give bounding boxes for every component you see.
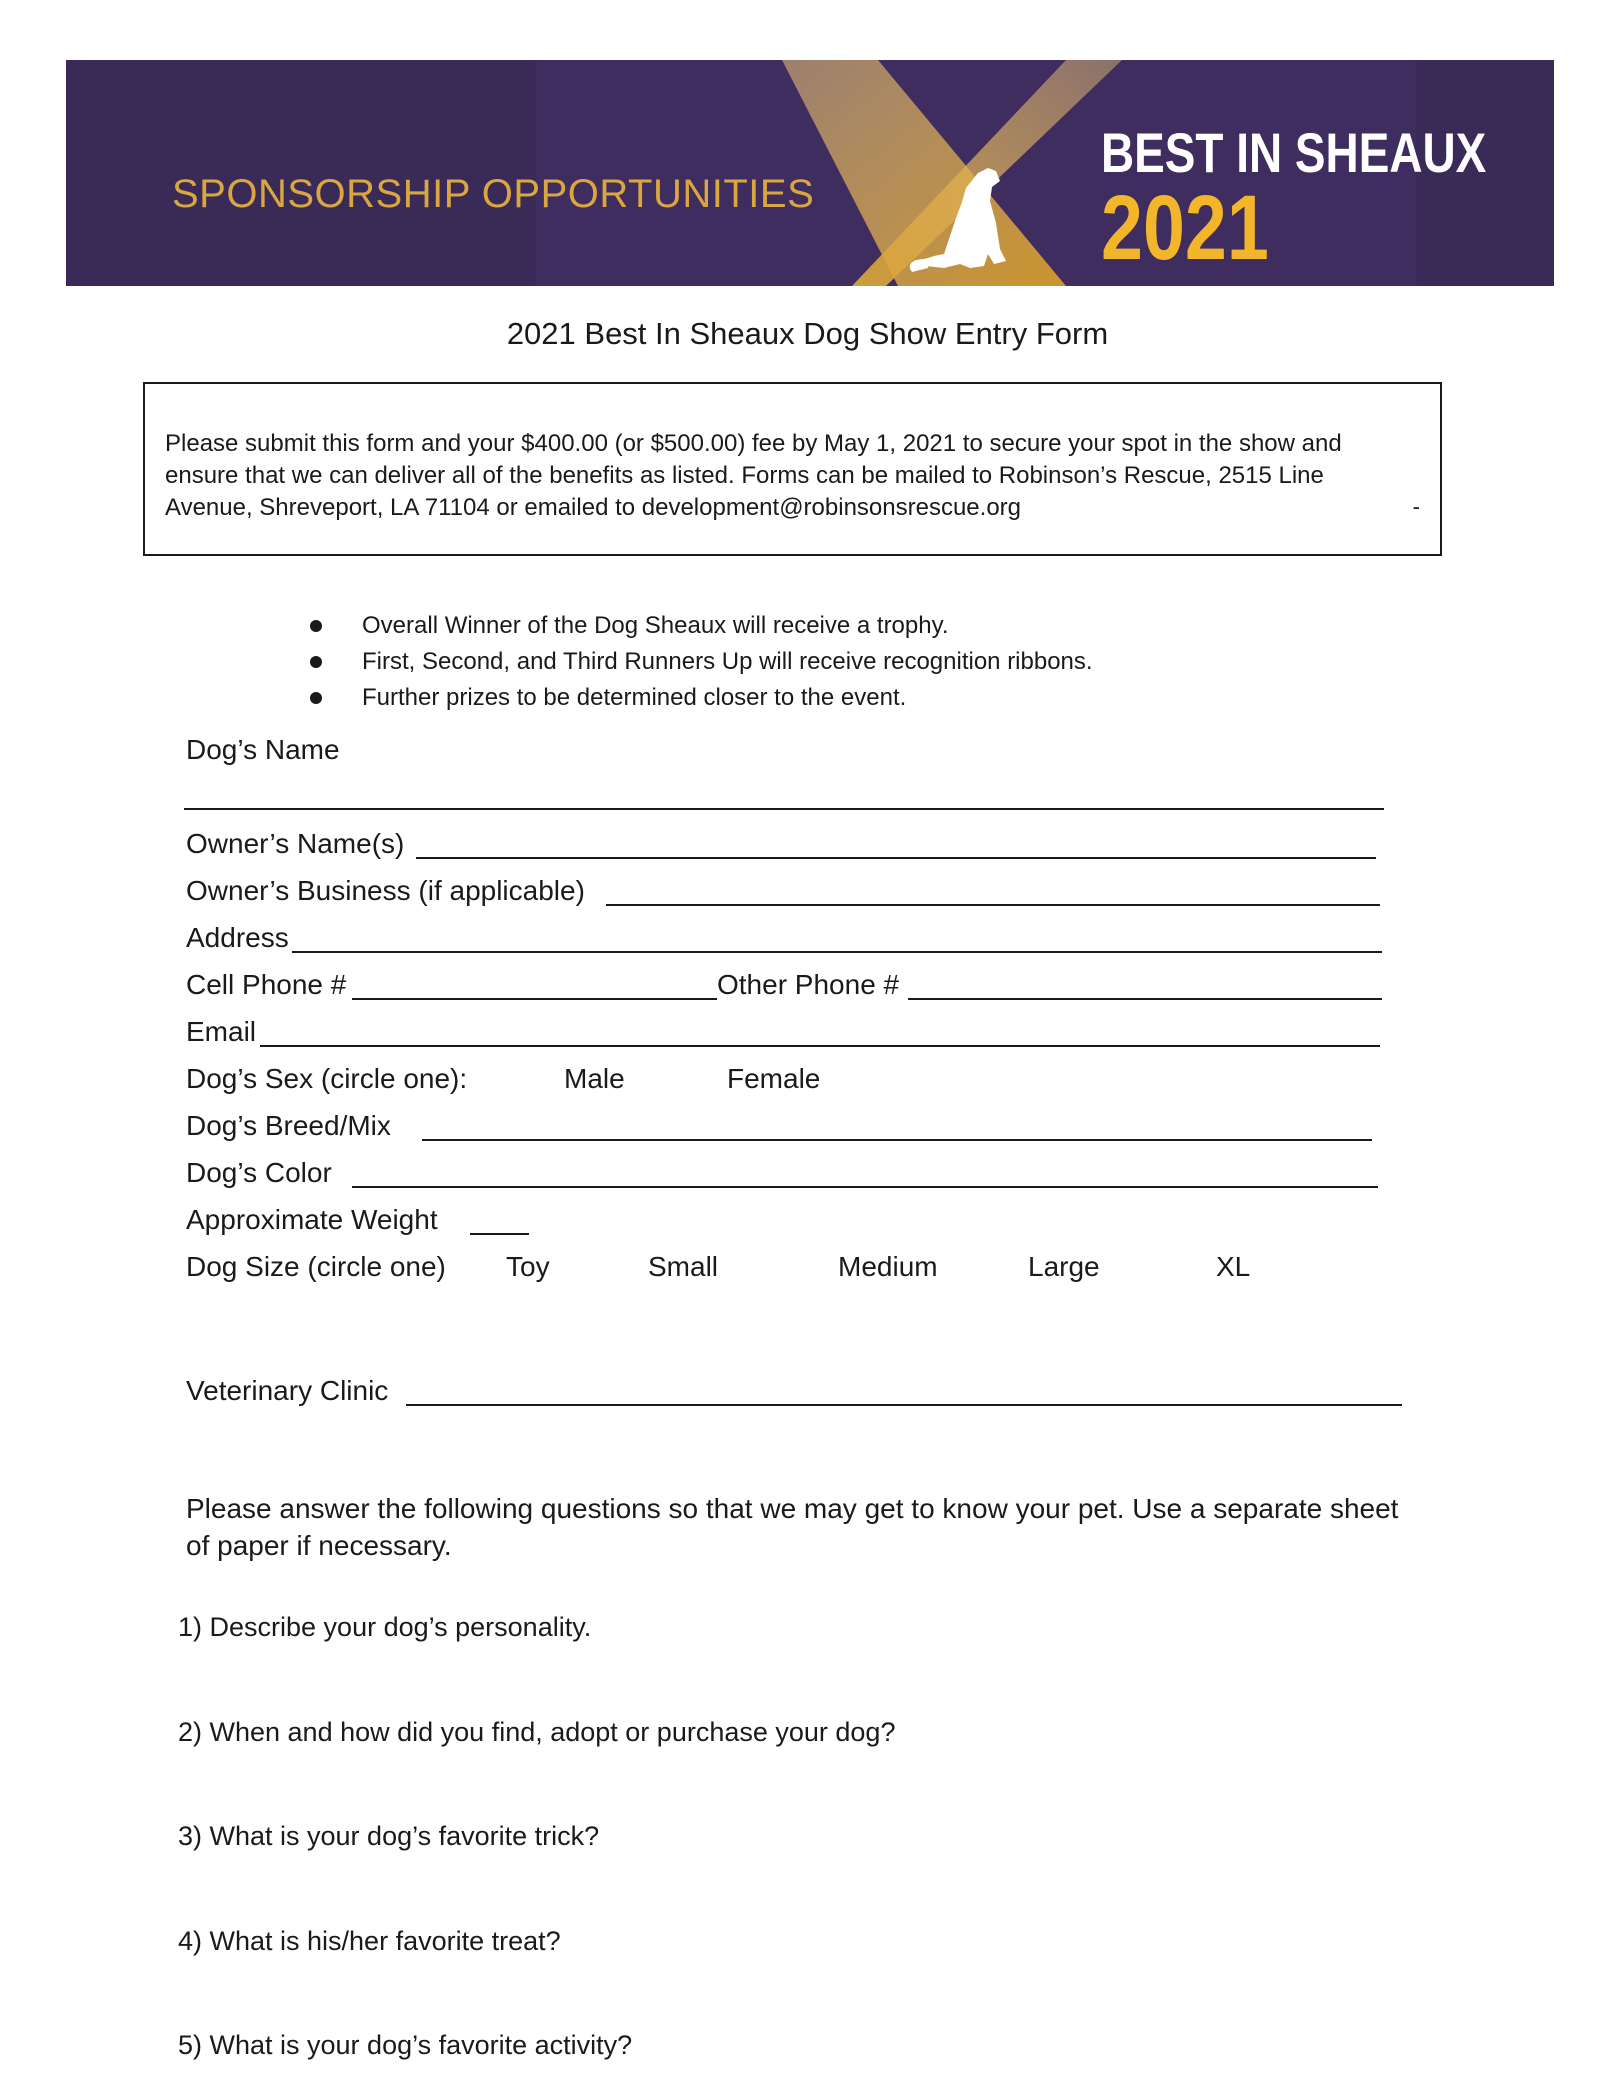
question-5: 5) What is your dog’s favorite activity? (178, 2030, 633, 2060)
weight-field[interactable] (470, 1233, 529, 1235)
email-field[interactable] (260, 1045, 1380, 1047)
notice-text: Please submit this form and your $400.00 (or $500.00) fee by May 1, 2021 to secure your spot in the show and ensure that we can deliver all of the benefits as listed. Forms can be mailed to Robinson’s Rescue, 2515 Line Avenue, Shreveport, LA 71104 or emailed to development@robinsonsrescue.org (165, 430, 1342, 521)
owner-names-label: Owner’s Name(s) (186, 828, 405, 859)
dog-name-label: Dog’s Name (186, 734, 340, 765)
other-phone-field[interactable] (908, 998, 1382, 1000)
breed-field[interactable] (422, 1139, 1372, 1141)
sex-option-male[interactable]: Male (564, 1063, 625, 1094)
size-option-toy[interactable]: Toy (506, 1251, 550, 1282)
other-phone-label: Other Phone # (717, 969, 900, 1000)
vet-clinic-field[interactable] (406, 1404, 1402, 1406)
prize-list (310, 608, 1093, 716)
sex-option-female[interactable]: Female (727, 1063, 821, 1094)
size-option-small[interactable]: Small (648, 1251, 719, 1282)
list-item: Overall Winner of the Dog Sheaux will receive a trophy. (310, 608, 1093, 644)
email-label: Email (186, 1016, 257, 1047)
notice-box (143, 382, 1442, 556)
color-field[interactable] (352, 1186, 1378, 1188)
question-1: 1) Describe your dog’s personality. (178, 1612, 592, 1642)
bullet-icon (310, 656, 322, 668)
owner-business-field[interactable] (606, 904, 1380, 906)
form-title: 2021 Best In Sheaux Dog Show Entry Form (506, 316, 1109, 351)
list-item: First, Second, and Third Runners Up will receive recognition ribbons. (310, 644, 1093, 680)
owner-business-label: Owner’s Business (if applicable) (186, 875, 585, 906)
banner-subtitle: SPONSORSHIP OPPORTUNITIES (172, 172, 815, 216)
question-3: 3) What is your dog’s favorite trick? (178, 1821, 600, 1851)
banner-title: BEST IN SHEAUX (1101, 121, 1487, 184)
address-field[interactable] (292, 951, 1382, 953)
size-option-xl[interactable]: XL (1216, 1251, 1251, 1282)
question-4: 4) What is his/her favorite treat? (178, 1926, 561, 1956)
question-2: 2) When and how did you find, adopt or purchase your dog? (178, 1717, 896, 1747)
size-option-large[interactable]: Large (1028, 1251, 1100, 1282)
bullet-icon (310, 620, 322, 632)
notice-trailing-dash: - (1412, 494, 1420, 519)
bullet-icon (310, 692, 322, 704)
breed-label: Dog’s Breed/Mix (186, 1110, 391, 1141)
cell-phone-label: Cell Phone # (186, 969, 347, 1000)
size-option-medium[interactable]: Medium (838, 1251, 938, 1282)
list-item: Further prizes to be determined closer to the event. (310, 680, 1093, 716)
weight-label: Approximate Weight (186, 1204, 438, 1235)
banner-year: 2021 (1101, 177, 1269, 279)
header-banner (66, 60, 1554, 286)
dog-sex-label: Dog’s Sex (circle one): (186, 1063, 468, 1094)
vet-clinic-label: Veterinary Clinic (186, 1375, 389, 1406)
dog-name-field[interactable] (184, 808, 1384, 810)
address-label: Address (186, 922, 289, 953)
color-label: Dog’s Color (186, 1157, 332, 1188)
cell-phone-field[interactable] (352, 998, 717, 1000)
dog-size-label: Dog Size (circle one) (186, 1251, 446, 1282)
owner-names-field[interactable] (416, 857, 1376, 859)
questions-intro: Please answer the following questions so that we may get to know your pet. Use a separate sheet of paper if necessary. (186, 1493, 1399, 1561)
